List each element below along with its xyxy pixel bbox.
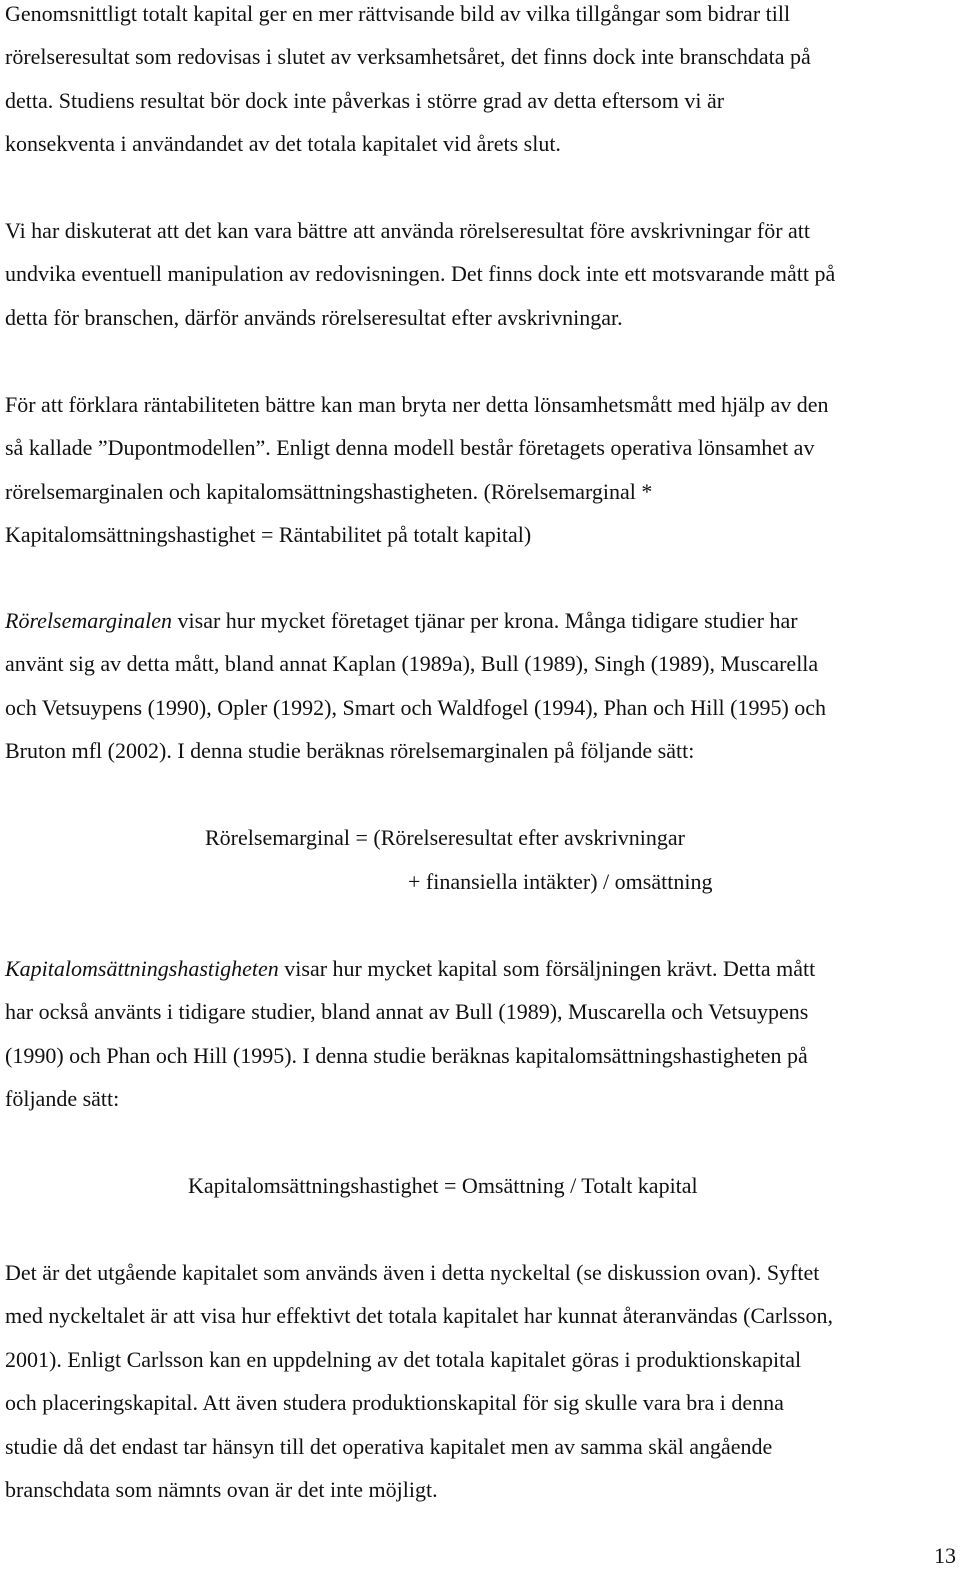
text-line: studie då det endast tar hänsyn till det operativa kapitalet men av samma skäl angående — [5, 1433, 773, 1459]
text-line: med nyckeltalet är att visa hur effektivt det totala kapitalet har kunnat återanvändas (Carlsson, — [5, 1303, 833, 1329]
text-line: och Vetsuypens (1990), Opler (1992), Smart och Waldfogel (1994), Phan och Hill (1995) och — [5, 694, 827, 720]
paragraph-utgaende-kapitalet — [5, 1251, 957, 1511]
text-line: rörelsemarginalen och kapitalomsättningshastigheten. (Rörelsemarginal * — [5, 478, 653, 504]
text-line: undvika eventuell manipulation av redovisningen. Det finns dock inte ett motsvarande mått på — [5, 261, 836, 287]
text-segment: visar hur mycket företaget tjänar per krona. Många tidigare studier har — [172, 608, 798, 633]
formula-rorelsemarginal-line2: + finansiella intäkter) / omsättning — [408, 869, 713, 894]
paragraph-dupontmodellen — [5, 383, 957, 557]
text-line: För att förklara räntabiliteten bättre kan man bryta ner detta lönsamhetsmått med hjälp av den — [5, 392, 829, 417]
text-line: 2001). Enligt Carlsson kan en uppdelning av det totala kapitalet göras i produktionskapital — [5, 1346, 802, 1372]
text-line: branschdata som nämnts ovan är det inte möjligt. — [5, 1477, 438, 1503]
text-line: så kallade ”Dupontmodellen”. Enligt denna modell består företagets operativa lönsamhet av — [5, 435, 815, 461]
text-line: Genomsnittligt totalt kapital ger en mer rättvisande bild av vilka tillgångar som bidrar till — [5, 1, 791, 26]
formula-kapitalomsattningshastighet: Kapitalomsättningshastighet = Omsättning / Totalt kapital — [188, 1173, 698, 1198]
text-line: Det är det utgående kapitalet som används även i detta nyckeltal (se diskussion ovan). Syftet — [5, 1260, 820, 1285]
text-line: detta. Studiens resultat bör dock inte påverkas i större grad av detta eftersom vi är — [5, 87, 725, 113]
paragraph-rorelsemarginalen — [5, 599, 957, 773]
text-line — [5, 599, 957, 642]
text-line: har också använts i tidigare studier, bland annat av Bull (1989), Muscarella och Vetsuypens — [5, 999, 809, 1025]
italic-term: Rörelsemarginalen — [5, 608, 173, 633]
text-line: (1990) och Phan och Hill (1995). I denna studie beräknas kapitalomsättningshastigheten på — [5, 1042, 808, 1068]
paragraph-avskrivningar — [5, 209, 957, 339]
text-line: Vi har diskuterat att det kan vara bättre att använda rörelseresultat före avskrivningar för att — [5, 218, 811, 243]
text-segment: visar hur mycket kapital som försäljningen krävt. Detta mått — [278, 956, 816, 981]
text-line: Bruton mfl (2002). I denna studie beräknas rörelsemarginalen på följande sätt: — [5, 738, 695, 764]
text-line: följande sätt: — [5, 1086, 120, 1112]
italic-term: Kapitalomsättningshastigheten — [5, 956, 279, 981]
text-line: och placeringskapital. Att även studera produktionskapital för sig skulle vara bra i denna — [5, 1390, 784, 1416]
formula-rorelsemarginal-line1: Rörelsemarginal = (Rörelseresultat efter avskrivningar — [205, 825, 685, 850]
paragraph-genomsnittligt-kapital — [5, 0, 957, 166]
paragraph-kapitalomsattningshastigheten — [5, 947, 957, 1121]
text-line: använt sig av detta mått, bland annat Kaplan (1989a), Bull (1989), Singh (1989), Muscarella — [5, 651, 819, 677]
text-line: konsekventa i användandet av det totala kapitalet vid årets slut. — [5, 131, 561, 157]
page-number: 13 — [934, 1543, 956, 1568]
text-line: rörelseresultat som redovisas i slutet av verksamhetsåret, det finns dock inte branschdata på — [5, 44, 811, 70]
text-line — [5, 947, 957, 990]
text-line: detta för branschen, därför används rörelseresultat efter avskrivningar. — [5, 304, 623, 330]
text-line: Kapitalomsättningshastighet = Räntabilitet på totalt kapital) — [5, 522, 532, 548]
